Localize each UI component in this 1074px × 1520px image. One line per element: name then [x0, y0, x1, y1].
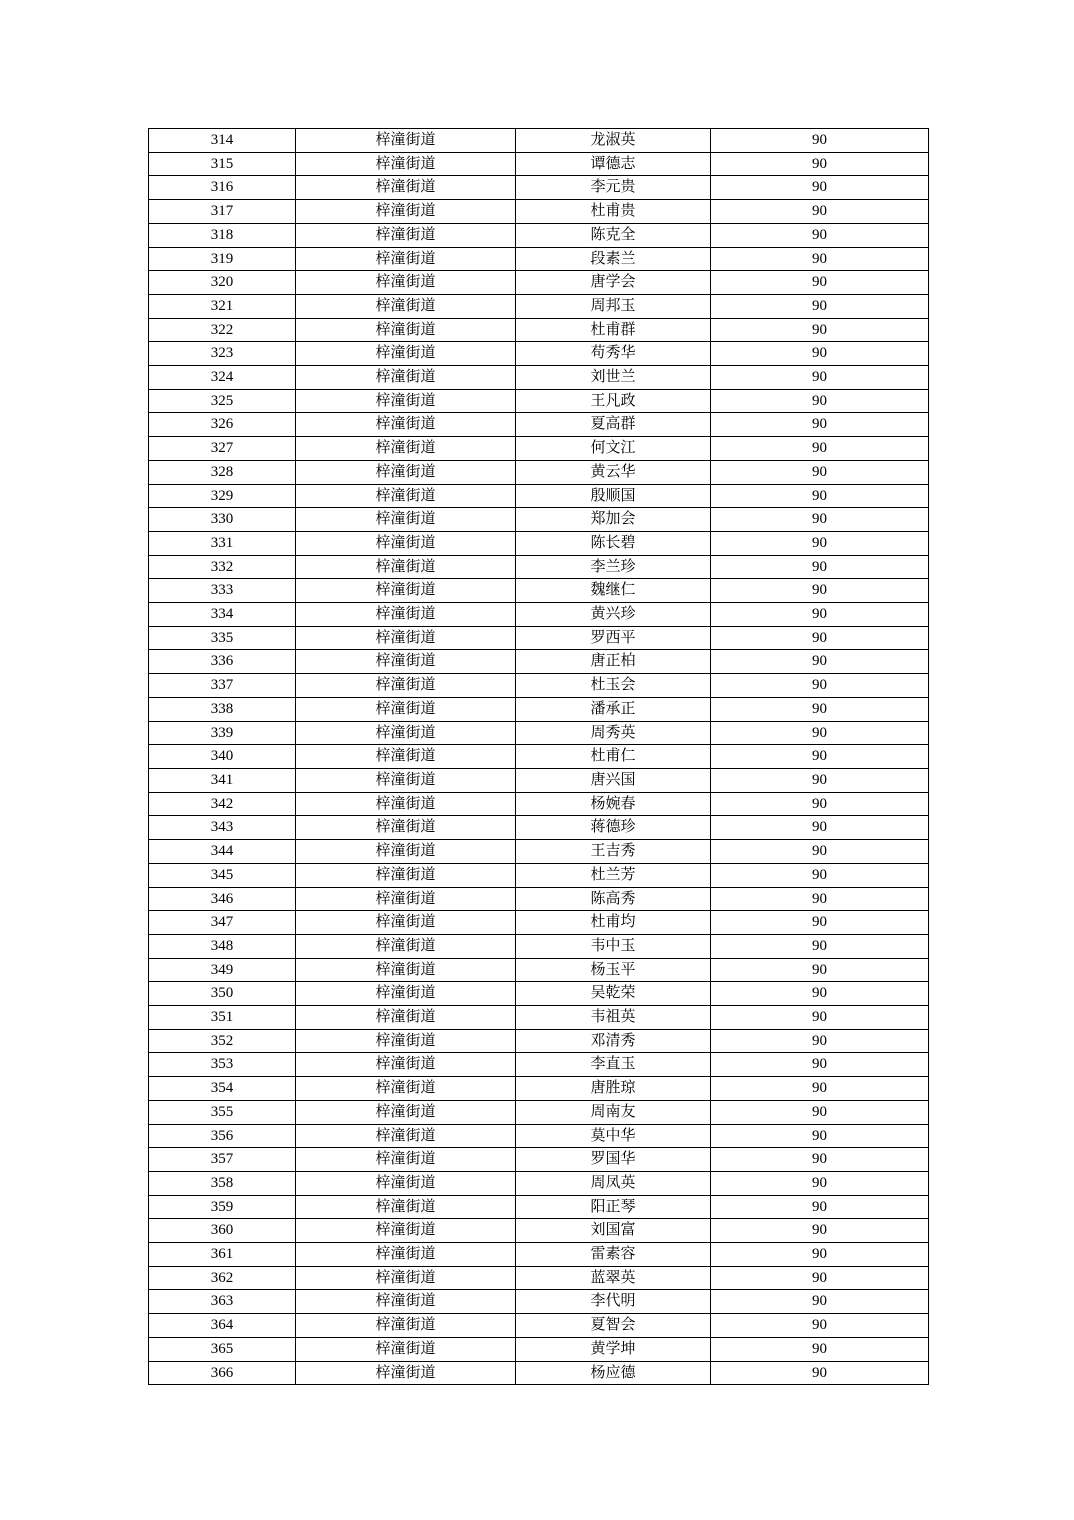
- district-cell: 梓潼街道: [296, 1361, 516, 1385]
- table-row: [149, 1314, 929, 1338]
- table-row: [149, 1100, 929, 1124]
- table-row: [149, 129, 929, 153]
- district-cell: 梓潼街道: [296, 958, 516, 982]
- table-row: [149, 579, 929, 603]
- row-number-cell: 324: [149, 366, 296, 390]
- row-number-cell: 314: [149, 129, 296, 153]
- person-name-cell: 李代明: [516, 1290, 711, 1314]
- person-name-cell: 唐正柏: [516, 650, 711, 674]
- district-cell: 梓潼街道: [296, 318, 516, 342]
- district-cell: 梓潼街道: [296, 863, 516, 887]
- amount-cell: 90: [711, 840, 929, 864]
- table-row: [149, 840, 929, 864]
- row-number-cell: 362: [149, 1266, 296, 1290]
- amount-cell: 90: [711, 342, 929, 366]
- district-cell: 梓潼街道: [296, 674, 516, 698]
- row-number-cell: 364: [149, 1314, 296, 1338]
- person-name-cell: 陈克全: [516, 223, 711, 247]
- district-cell: 梓潼街道: [296, 342, 516, 366]
- person-name-cell: 李元贵: [516, 176, 711, 200]
- district-cell: 梓潼街道: [296, 223, 516, 247]
- row-number-cell: 338: [149, 697, 296, 721]
- person-name-cell: 邓清秀: [516, 1029, 711, 1053]
- person-name-cell: 何文江: [516, 437, 711, 461]
- district-cell: 梓潼街道: [296, 768, 516, 792]
- person-name-cell: 杜甫均: [516, 911, 711, 935]
- amount-cell: 90: [711, 294, 929, 318]
- row-number-cell: 317: [149, 200, 296, 224]
- person-name-cell: 吴乾荣: [516, 982, 711, 1006]
- district-cell: 梓潼街道: [296, 555, 516, 579]
- table-row: [149, 1029, 929, 1053]
- table-row: [149, 1171, 929, 1195]
- table-row: [149, 1006, 929, 1030]
- amount-cell: 90: [711, 650, 929, 674]
- district-cell: 梓潼街道: [296, 1290, 516, 1314]
- row-number-cell: 334: [149, 603, 296, 627]
- row-number-cell: 359: [149, 1195, 296, 1219]
- person-name-cell: 阳正琴: [516, 1195, 711, 1219]
- amount-cell: 90: [711, 1290, 929, 1314]
- amount-cell: 90: [711, 1266, 929, 1290]
- amount-cell: 90: [711, 437, 929, 461]
- amount-cell: 90: [711, 816, 929, 840]
- table-row: [149, 626, 929, 650]
- amount-cell: 90: [711, 1053, 929, 1077]
- table-row: [149, 271, 929, 295]
- row-number-cell: 350: [149, 982, 296, 1006]
- person-name-cell: 刘国富: [516, 1219, 711, 1243]
- district-cell: 梓潼街道: [296, 1195, 516, 1219]
- table-row: [149, 1219, 929, 1243]
- person-name-cell: 蓝翠英: [516, 1266, 711, 1290]
- row-number-cell: 316: [149, 176, 296, 200]
- district-cell: 梓潼街道: [296, 697, 516, 721]
- row-number-cell: 322: [149, 318, 296, 342]
- district-cell: 梓潼街道: [296, 460, 516, 484]
- row-number-cell: 342: [149, 792, 296, 816]
- person-name-cell: 杜兰芳: [516, 863, 711, 887]
- row-number-cell: 357: [149, 1148, 296, 1172]
- amount-cell: 90: [711, 223, 929, 247]
- person-name-cell: 莫中华: [516, 1124, 711, 1148]
- district-cell: 梓潼街道: [296, 650, 516, 674]
- row-number-cell: 328: [149, 460, 296, 484]
- row-number-cell: 344: [149, 840, 296, 864]
- table-row: [149, 484, 929, 508]
- person-name-cell: 段素兰: [516, 247, 711, 271]
- table-row: [149, 816, 929, 840]
- district-cell: 梓潼街道: [296, 1314, 516, 1338]
- row-number-cell: 336: [149, 650, 296, 674]
- amount-cell: 90: [711, 389, 929, 413]
- person-name-cell: 黄学坤: [516, 1337, 711, 1361]
- table-row: [149, 413, 929, 437]
- person-name-cell: 黄云华: [516, 460, 711, 484]
- district-cell: 梓潼街道: [296, 200, 516, 224]
- person-name-cell: 郑加会: [516, 508, 711, 532]
- table-row: [149, 650, 929, 674]
- district-cell: 梓潼街道: [296, 1100, 516, 1124]
- amount-cell: 90: [711, 863, 929, 887]
- table-row: [149, 247, 929, 271]
- person-name-cell: 陈长碧: [516, 531, 711, 555]
- person-name-cell: 罗国华: [516, 1148, 711, 1172]
- amount-cell: 90: [711, 318, 929, 342]
- row-number-cell: 341: [149, 768, 296, 792]
- row-number-cell: 358: [149, 1171, 296, 1195]
- row-number-cell: 333: [149, 579, 296, 603]
- row-number-cell: 339: [149, 721, 296, 745]
- table-row: [149, 389, 929, 413]
- person-name-cell: 唐兴国: [516, 768, 711, 792]
- row-number-cell: 351: [149, 1006, 296, 1030]
- amount-cell: 90: [711, 768, 929, 792]
- district-cell: 梓潼街道: [296, 1124, 516, 1148]
- person-name-cell: 雷素容: [516, 1243, 711, 1267]
- district-cell: 梓潼街道: [296, 579, 516, 603]
- district-cell: 梓潼街道: [296, 1243, 516, 1267]
- row-number-cell: 360: [149, 1219, 296, 1243]
- row-number-cell: 320: [149, 271, 296, 295]
- row-number-cell: 329: [149, 484, 296, 508]
- row-number-cell: 347: [149, 911, 296, 935]
- amount-cell: 90: [711, 887, 929, 911]
- amount-cell: 90: [711, 911, 929, 935]
- district-cell: 梓潼街道: [296, 531, 516, 555]
- amount-cell: 90: [711, 1171, 929, 1195]
- table-row: [149, 1148, 929, 1172]
- amount-cell: 90: [711, 1077, 929, 1101]
- table-row: [149, 697, 929, 721]
- table-row: [149, 768, 929, 792]
- row-number-cell: 365: [149, 1337, 296, 1361]
- person-name-cell: 杜玉会: [516, 674, 711, 698]
- table-row: [149, 200, 929, 224]
- district-cell: 梓潼街道: [296, 911, 516, 935]
- amount-cell: 90: [711, 1148, 929, 1172]
- table-row: [149, 1266, 929, 1290]
- row-number-cell: 349: [149, 958, 296, 982]
- person-name-cell: 龙淑英: [516, 129, 711, 153]
- row-number-cell: 327: [149, 437, 296, 461]
- amount-cell: 90: [711, 982, 929, 1006]
- district-cell: 梓潼街道: [296, 176, 516, 200]
- amount-cell: 90: [711, 579, 929, 603]
- row-number-cell: 332: [149, 555, 296, 579]
- amount-cell: 90: [711, 366, 929, 390]
- district-cell: 梓潼街道: [296, 840, 516, 864]
- table-row: [149, 1124, 929, 1148]
- table-row: [149, 1290, 929, 1314]
- row-number-cell: 325: [149, 389, 296, 413]
- district-cell: 梓潼街道: [296, 1029, 516, 1053]
- table-row: [149, 531, 929, 555]
- amount-cell: 90: [711, 484, 929, 508]
- table-row: [149, 555, 929, 579]
- amount-cell: 90: [711, 626, 929, 650]
- amount-cell: 90: [711, 247, 929, 271]
- person-name-cell: 唐胜琼: [516, 1077, 711, 1101]
- table-row: [149, 603, 929, 627]
- row-number-cell: 319: [149, 247, 296, 271]
- amount-cell: 90: [711, 697, 929, 721]
- person-name-cell: 魏继仁: [516, 579, 711, 603]
- amount-cell: 90: [711, 1124, 929, 1148]
- row-number-cell: 330: [149, 508, 296, 532]
- row-number-cell: 363: [149, 1290, 296, 1314]
- amount-cell: 90: [711, 1006, 929, 1030]
- district-cell: 梓潼街道: [296, 294, 516, 318]
- amount-cell: 90: [711, 531, 929, 555]
- person-name-cell: 杨玉平: [516, 958, 711, 982]
- district-cell: 梓潼街道: [296, 1171, 516, 1195]
- district-cell: 梓潼街道: [296, 792, 516, 816]
- person-name-cell: 杜甫群: [516, 318, 711, 342]
- table-row: [149, 508, 929, 532]
- table-row: [149, 674, 929, 698]
- row-number-cell: 315: [149, 152, 296, 176]
- district-cell: 梓潼街道: [296, 887, 516, 911]
- table-row: [149, 1053, 929, 1077]
- row-number-cell: 340: [149, 745, 296, 769]
- table-row: [149, 342, 929, 366]
- person-name-cell: 罗西平: [516, 626, 711, 650]
- district-cell: 梓潼街道: [296, 1148, 516, 1172]
- district-cell: 梓潼街道: [296, 1077, 516, 1101]
- person-name-cell: 周凤英: [516, 1171, 711, 1195]
- person-name-cell: 杨应德: [516, 1361, 711, 1385]
- amount-cell: 90: [711, 271, 929, 295]
- row-number-cell: 366: [149, 1361, 296, 1385]
- amount-cell: 90: [711, 1100, 929, 1124]
- person-name-cell: 潘承正: [516, 697, 711, 721]
- amount-cell: 90: [711, 1243, 929, 1267]
- row-number-cell: 323: [149, 342, 296, 366]
- amount-cell: 90: [711, 1314, 929, 1338]
- row-number-cell: 345: [149, 863, 296, 887]
- amount-cell: 90: [711, 200, 929, 224]
- person-name-cell: 韦中玉: [516, 934, 711, 958]
- person-name-cell: 夏高群: [516, 413, 711, 437]
- person-name-cell: 李直玉: [516, 1053, 711, 1077]
- table-row: [149, 460, 929, 484]
- table-row: [149, 223, 929, 247]
- amount-cell: 90: [711, 792, 929, 816]
- district-cell: 梓潼街道: [296, 1006, 516, 1030]
- row-number-cell: 354: [149, 1077, 296, 1101]
- roster-table-body: [149, 129, 929, 1385]
- amount-cell: 90: [711, 129, 929, 153]
- amount-cell: 90: [711, 934, 929, 958]
- person-name-cell: 黄兴珍: [516, 603, 711, 627]
- row-number-cell: 348: [149, 934, 296, 958]
- table-row: [149, 1195, 929, 1219]
- table-row: [149, 1077, 929, 1101]
- person-name-cell: 蒋德珍: [516, 816, 711, 840]
- district-cell: 梓潼街道: [296, 271, 516, 295]
- table-row: [149, 721, 929, 745]
- amount-cell: 90: [711, 1219, 929, 1243]
- district-cell: 梓潼街道: [296, 934, 516, 958]
- person-name-cell: 陈高秀: [516, 887, 711, 911]
- row-number-cell: 335: [149, 626, 296, 650]
- person-name-cell: 唐学会: [516, 271, 711, 295]
- table-row: [149, 294, 929, 318]
- person-name-cell: 王凡政: [516, 389, 711, 413]
- amount-cell: 90: [711, 674, 929, 698]
- amount-cell: 90: [711, 603, 929, 627]
- row-number-cell: 346: [149, 887, 296, 911]
- person-name-cell: 杜甫仁: [516, 745, 711, 769]
- table-row: [149, 911, 929, 935]
- person-name-cell: 杜甫贵: [516, 200, 711, 224]
- table-row: [149, 1361, 929, 1385]
- amount-cell: 90: [711, 958, 929, 982]
- table-row: [149, 863, 929, 887]
- amount-cell: 90: [711, 745, 929, 769]
- district-cell: 梓潼街道: [296, 816, 516, 840]
- amount-cell: 90: [711, 152, 929, 176]
- district-cell: 梓潼街道: [296, 484, 516, 508]
- table-row: [149, 982, 929, 1006]
- row-number-cell: 356: [149, 1124, 296, 1148]
- district-cell: 梓潼街道: [296, 1337, 516, 1361]
- district-cell: 梓潼街道: [296, 1266, 516, 1290]
- person-name-cell: 周邦玉: [516, 294, 711, 318]
- row-number-cell: 318: [149, 223, 296, 247]
- table-row: [149, 1243, 929, 1267]
- person-name-cell: 殷顺国: [516, 484, 711, 508]
- district-cell: 梓潼街道: [296, 366, 516, 390]
- district-cell: 梓潼街道: [296, 389, 516, 413]
- table-row: [149, 318, 929, 342]
- person-name-cell: 刘世兰: [516, 366, 711, 390]
- district-cell: 梓潼街道: [296, 721, 516, 745]
- table-row: [149, 934, 929, 958]
- person-name-cell: 杨婉春: [516, 792, 711, 816]
- district-cell: 梓潼街道: [296, 437, 516, 461]
- table-row: [149, 887, 929, 911]
- district-cell: 梓潼街道: [296, 982, 516, 1006]
- amount-cell: 90: [711, 721, 929, 745]
- amount-cell: 90: [711, 555, 929, 579]
- person-name-cell: 韦祖英: [516, 1006, 711, 1030]
- table-row: [149, 745, 929, 769]
- person-name-cell: 周秀英: [516, 721, 711, 745]
- district-cell: 梓潼街道: [296, 1053, 516, 1077]
- person-name-cell: 苟秀华: [516, 342, 711, 366]
- roster-table: [148, 128, 929, 1385]
- amount-cell: 90: [711, 508, 929, 532]
- table-row: [149, 152, 929, 176]
- person-name-cell: 谭德志: [516, 152, 711, 176]
- amount-cell: 90: [711, 1337, 929, 1361]
- district-cell: 梓潼街道: [296, 129, 516, 153]
- person-name-cell: 王吉秀: [516, 840, 711, 864]
- row-number-cell: 361: [149, 1243, 296, 1267]
- amount-cell: 90: [711, 1195, 929, 1219]
- table-row: [149, 176, 929, 200]
- person-name-cell: 夏智会: [516, 1314, 711, 1338]
- amount-cell: 90: [711, 460, 929, 484]
- table-row: [149, 1337, 929, 1361]
- district-cell: 梓潼街道: [296, 745, 516, 769]
- district-cell: 梓潼街道: [296, 626, 516, 650]
- amount-cell: 90: [711, 176, 929, 200]
- row-number-cell: 337: [149, 674, 296, 698]
- row-number-cell: 353: [149, 1053, 296, 1077]
- amount-cell: 90: [711, 1029, 929, 1053]
- row-number-cell: 355: [149, 1100, 296, 1124]
- row-number-cell: 352: [149, 1029, 296, 1053]
- table-row: [149, 437, 929, 461]
- district-cell: 梓潼街道: [296, 508, 516, 532]
- row-number-cell: 331: [149, 531, 296, 555]
- district-cell: 梓潼街道: [296, 1219, 516, 1243]
- row-number-cell: 326: [149, 413, 296, 437]
- district-cell: 梓潼街道: [296, 413, 516, 437]
- district-cell: 梓潼街道: [296, 152, 516, 176]
- table-row: [149, 958, 929, 982]
- person-name-cell: 周南友: [516, 1100, 711, 1124]
- row-number-cell: 343: [149, 816, 296, 840]
- amount-cell: 90: [711, 1361, 929, 1385]
- person-name-cell: 李兰珍: [516, 555, 711, 579]
- row-number-cell: 321: [149, 294, 296, 318]
- table-row: [149, 366, 929, 390]
- district-cell: 梓潼街道: [296, 247, 516, 271]
- amount-cell: 90: [711, 413, 929, 437]
- table-row: [149, 792, 929, 816]
- district-cell: 梓潼街道: [296, 603, 516, 627]
